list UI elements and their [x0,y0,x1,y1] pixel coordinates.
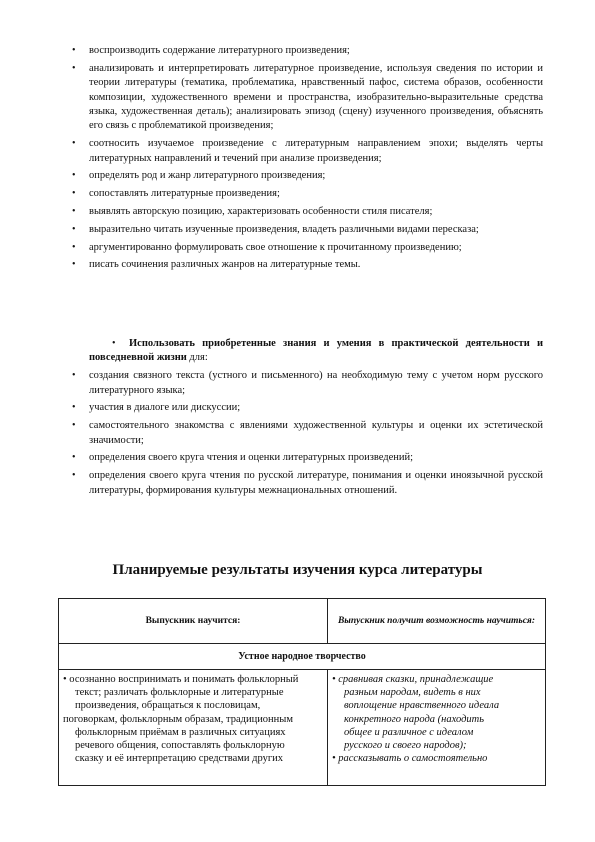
bullet-icon: • [72,402,76,414]
list-item [72,205,543,219]
bullet-icon: • [72,188,76,200]
list-item-text: писать сочинения различных жанров на литературные темы. [89,259,361,271]
list-item-text: выразительно читать изученные произведения, владеть различными видами пересказа; [89,223,479,235]
list-item [72,451,543,465]
bullet-icon: • [112,338,116,349]
list-item-text: участия в диалоге или дискуссии; [89,402,241,414]
list-item-text: самостоятельного знакомства с явлениями художественной культуры и оценки их эстетической значимости; [89,420,543,446]
bullet-icon: • [72,170,76,182]
bullet-icon: • [72,223,76,235]
cell-line: текст; различать фольклорные и литературные [75,687,284,699]
list-item-text: воспроизводить содержание литературного произведения; [89,45,350,56]
cell-line: поговоркам, фольклорным образам, традиционным [63,713,293,725]
outcomes-table [58,598,546,786]
left-cell [59,670,328,786]
section-title: Устное народное творчество [59,644,546,670]
cell-line: конкретного народа (находить [343,713,485,725]
table-header-row [59,599,546,644]
list-item [72,187,543,201]
list-item-text: определять род и жанр литературного произведения; [89,170,326,182]
list-item [72,401,543,415]
practical-use-heading-bold: Использовать приобретенные знания и умения в практической деятельности и повседневной жизни [89,338,543,364]
bullet-icon: • [72,259,76,271]
list-item-text: создания связного текста (устного и письменного) на необходимую тему с учетом норм русского литературного языка; [89,370,543,396]
bullet-icon: • [72,138,76,150]
header-right: Выпускник получит возможность научиться: [327,599,545,644]
bullet-icon: • [72,452,76,464]
bullet-icon: • [72,62,76,74]
cell-line: произведения, обращаться к пословицам, [75,700,261,712]
list-item [72,223,543,237]
bullet-icon: • [72,241,76,253]
practical-use-list [72,337,543,501]
list-item [72,241,543,255]
bullet-icon: • [72,45,76,56]
list-item [72,44,543,58]
right-cell [327,670,545,786]
header-left: Выпускник научится: [59,599,328,644]
list-item [72,369,543,398]
practical-use-heading-tail: для: [186,352,208,364]
list-item-text: аргументированно формулировать свое отношение к прочитанному произведению; [89,241,462,253]
list-item-text: определения своего круга чтения и оценки литературных произведений; [89,452,414,464]
table-row [59,670,546,786]
cell-line: воплощение нравственного идеала [343,700,500,712]
cell-line: фольклорным приёмам в различных ситуациях [75,726,286,738]
section-row [59,644,546,670]
practical-use-heading [72,337,543,366]
list-item [72,137,543,166]
list-item [72,469,543,498]
list-item [72,62,543,134]
cell-line: сказку и её интерпретацию средствами других [75,753,284,765]
cell-line: русского и своего народов); [343,740,467,752]
cell-line: • сравнивая сказки, принадлежащие [331,674,494,685]
bullet-icon: • [72,370,76,382]
list-item-text: анализировать и интерпретировать литературное произведение, используя сведения по истории и теории литературы (тематика, проблематика, нравственный пафос, система образов, особенности композиции, художественного времени и пространства, изобразительно-выразительные средства языка, художественная деталь); анализировать эпизод (сцену) изученного произведения, объяснять его связь с проблематикой произведения; [89,62,543,132]
cell-line: речевого общения, сопоставлять фольклорную [75,740,285,752]
list-item [72,419,543,448]
list-item-text: соотносить изучаемое произведение с литературным направлением эпохи; выделять черты литературных направлений и течений при анализе произведения; [89,138,543,164]
cell-line: общее и различное с идеалом [343,726,474,738]
bullet-icon: • [72,470,76,482]
cell-line: разным народам, видеть в них [343,687,481,699]
skills-list [72,44,543,276]
bullet-icon: • [72,206,76,218]
cell-line: • осознанно воспринимать и понимать фольклорный [63,674,299,685]
bullet-icon: • [72,420,76,432]
list-item [72,258,543,272]
cell-line: • рассказывать о самостоятельно [331,753,488,765]
list-item-text: выявлять авторскую позицию, характеризовать особенности стиля писателя; [89,206,433,218]
list-item-text: сопоставлять литературные произведения; [89,188,280,200]
page-title: Планируемые результаты изучения курса литературы [112,562,483,578]
list-item [72,169,543,183]
list-item-text: определения своего круга чтения по русской литературе, понимания и оценки иноязычной русской литературы, формирования культуры межнациональных отношений. [89,470,543,496]
